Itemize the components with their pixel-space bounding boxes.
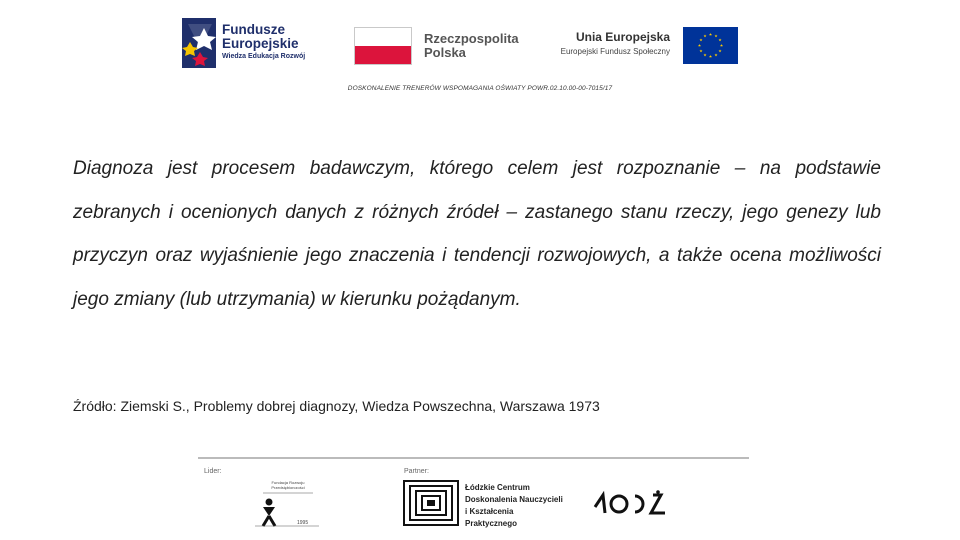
footer-divider: [198, 457, 749, 459]
fundusze-europejskie-logo: [182, 18, 322, 68]
lodz-city-logo: [591, 489, 671, 517]
walking-figure-icon: [255, 480, 319, 530]
nested-squares-icon: [403, 480, 459, 526]
lider-year: 1995: [297, 520, 309, 526]
polish-flag-icon: [354, 27, 412, 65]
rp-logo-line2: Polska: [424, 45, 466, 60]
rzeczpospolita-polska-logo: [354, 27, 524, 67]
partner1-line2: Doskonalenia Nauczycieli: [465, 495, 563, 504]
fe-logo-line2: Europejskie: [222, 36, 299, 51]
fe-logo-line1: Fundusze: [222, 22, 285, 37]
ldn-partner-logo: [403, 480, 563, 526]
lider-caption: Fundacja Rozwoju Przedsiębiorczości: [271, 480, 305, 490]
lider-label: Lider:: [204, 468, 222, 475]
definition-text: Diagnoza jest procesem badawczym, którego celem jest rozpoznanie – na podstawie zebranych i ocenionych danych z różnych źródeł – zastanego stanu rzeczy, jego genezy lub przyczyn oraz wyjaśnienie jego znaczenia i tendencji rozwojowych, a także ocena możliwości jego zmiany (lub utrzymania) w kierunku pożądanym.: [73, 158, 881, 310]
rp-logo-line1: Rzeczpospolita: [424, 31, 519, 46]
partner1-line3: i Kształcenia Praktycznego: [465, 507, 518, 528]
fe-star-icon: [182, 18, 224, 68]
eu-flag-icon: [683, 27, 738, 64]
partner-label: Partner:: [404, 468, 429, 475]
ue-logo-line2: Europejski Fundusz Społeczny: [560, 47, 670, 56]
fe-logo-line3: Wiedza Edukacja Rozwój: [222, 53, 306, 60]
source-citation: Źródło: Ziemski S., Problemy dobrej diagnozy, Wiedza Powszechna, Warszawa 1973: [73, 398, 600, 414]
partner1-line1: Łódzkie Centrum: [465, 483, 530, 492]
ue-logo-line1: Unia Europejska: [575, 30, 670, 44]
project-title: DOSKONALENIE TRENERÓW WSPOMAGANIA OŚWIATY POWR.02.10.00-00-7015/17: [347, 85, 613, 92]
unia-europejska-logo: [550, 25, 740, 67]
lider-logo: [255, 480, 319, 530]
